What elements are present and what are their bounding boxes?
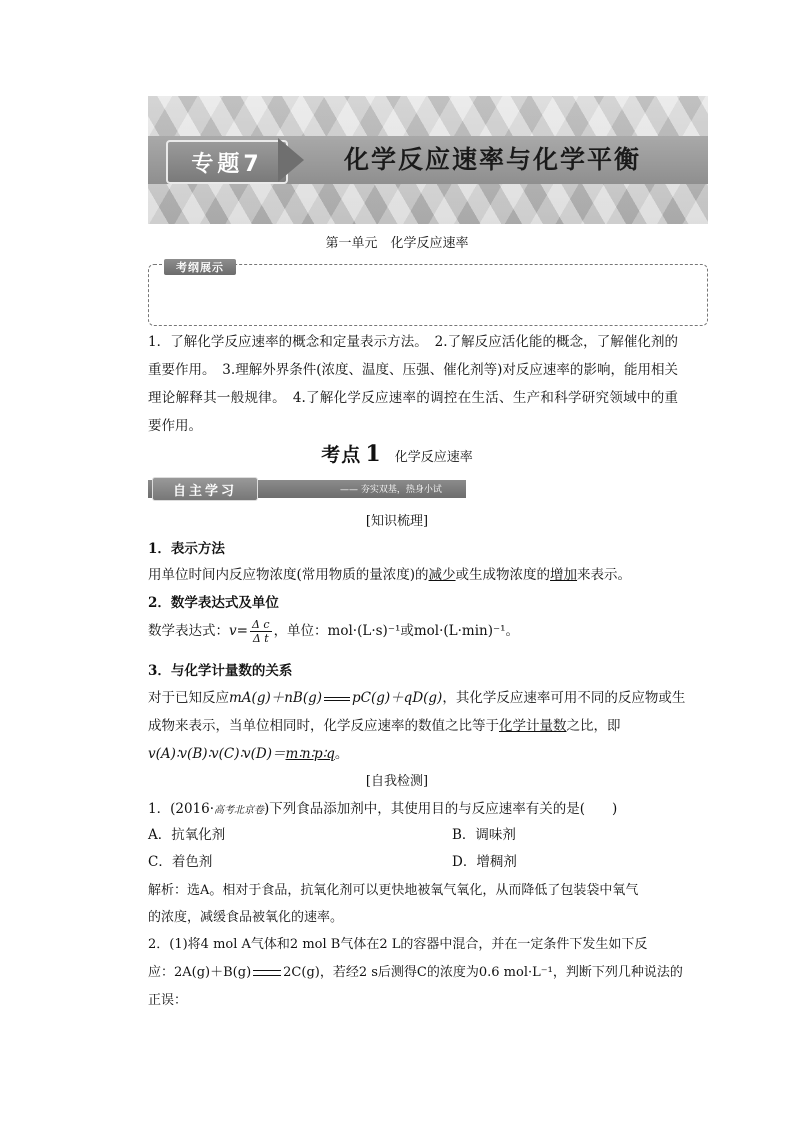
q2-line2-a: 应：2A(g)＋B(g) [148, 965, 252, 980]
q2-line-3: 正误： [148, 993, 188, 1008]
kaodian-label: 考点 [321, 444, 362, 466]
item2-eq: = [236, 623, 248, 639]
unit-title: 第一单元 化学反应速率 [325, 236, 469, 251]
item3-line1-b: ，其化学反应速率可用不同的反应物或生 [442, 690, 686, 706]
q1-source: 高考北京卷 [214, 805, 265, 816]
item3-line1 [148, 686, 685, 706]
item2-prefix: 数学表达式： [148, 623, 229, 639]
reaction-left: mA(g)＋nB(g) [229, 690, 323, 706]
item1-title: 1．表示方法 [148, 541, 225, 557]
outline-text: 1．了解化学反应速率的概念和定量表示方法。 2.了解反应活化能的概念，了解催化剂的重要作用。 3.理解外界条件(浓度、温度、压强、催化剂等)对反应速率的影响，能用相关理论解释其一般规律。 4.了解化学反应速率的调控在生活、生产和科学研究领域中的重要作用。 [148, 334, 678, 434]
reaction-right: pC(g)＋qD(g) [352, 690, 443, 706]
item2-unit: ，单位：mol·(L·s)⁻¹或mol·(L·min)⁻¹。 [273, 623, 520, 639]
q2-line-1: 2．(1)将4 mol A气体和2 mol B气体在2 L的容器中混合，并在一定条件下发生如下反 [148, 937, 648, 952]
item1-text-c: 来表示。 [577, 567, 632, 583]
kaodian-heading [0, 440, 794, 467]
item3-line2 [148, 714, 621, 734]
kaodian-title: 化学反应速率 [394, 450, 473, 465]
q1-text: )下列食品添加剂中，其使用目的与反应速率有关的是( ) [264, 801, 618, 817]
item2-v: v [229, 623, 237, 639]
item1-text-b: 或生成物浓度的 [455, 567, 551, 583]
item2-formula [148, 618, 519, 645]
item1-decrease: 减少 [428, 567, 456, 583]
item3-ratio: v(A)∶v(B)∶v(C)∶v(D)＝ [148, 746, 286, 762]
q1-prefix: 1．(2016· [148, 801, 215, 817]
item3-line3-end: 。 [334, 746, 349, 762]
selfcheck-heading: [自我检测] [365, 774, 429, 789]
item3-ratio-answer: m∶n∶p∶q [285, 746, 335, 762]
q2-line2-b: 2C(g)，若经2 s后测得C的浓度为0.6 mol·L⁻¹，判断下列几种说法的 [283, 965, 683, 980]
chapter-banner [148, 96, 708, 224]
kaodian-number: 1 [365, 441, 381, 467]
item3-line3 [148, 742, 348, 762]
section-tag: 自主学习 [152, 477, 258, 501]
item3-line2-b: 之比，即 [566, 718, 621, 734]
item1-text [148, 563, 631, 583]
chapter-title: 化学反应速率与化学平衡 [344, 145, 642, 174]
option-a: A．抗氧化剂 [148, 827, 226, 843]
item3-coefficients: 化学计量数 [499, 718, 567, 734]
fraction-denominator: Δ t [252, 632, 269, 645]
item3-line2-a: 成物来表示，当单位相同时，化学反应速率的数值之比等于 [148, 718, 499, 734]
analysis-line-2: 的浓度，减缓食品被氧化的速率。 [148, 910, 344, 925]
arrow-right-icon [278, 138, 304, 182]
item1-increase: 增加 [550, 567, 578, 583]
question-1 [148, 797, 617, 817]
knowledge-heading: [知识梳理] [365, 514, 429, 529]
delta-fraction [250, 618, 272, 645]
topic-label: 专题7 [166, 140, 288, 184]
outline-tag: 考纲展示 [164, 259, 236, 275]
fraction-numerator: Δ c [251, 618, 270, 631]
option-b: B．调味剂 [452, 827, 516, 843]
option-d: D．增稠剂 [452, 854, 517, 870]
item1-text-a: 用单位时间内反应物浓度(常用物质的量浓度)的 [148, 567, 429, 583]
item3-line1-a: 对于已知反应 [148, 690, 229, 706]
analysis-line-1: 解析：选A。相对于食品，抗氧化剂可以更快地被氧气氧化，从而降低了包装袋中氧气 [148, 883, 639, 898]
item3-title: 3．与化学计量数的关系 [148, 663, 293, 679]
reversible-arrow-icon [253, 968, 281, 978]
section-subtitle: —— 夯实双基，热身小试 [340, 485, 442, 495]
q2-line-2 [148, 961, 683, 980]
option-c: C．着色剂 [148, 854, 213, 870]
item2-title: 2．数学表达式及单位 [148, 595, 279, 611]
equals-arrow-icon [324, 697, 350, 701]
